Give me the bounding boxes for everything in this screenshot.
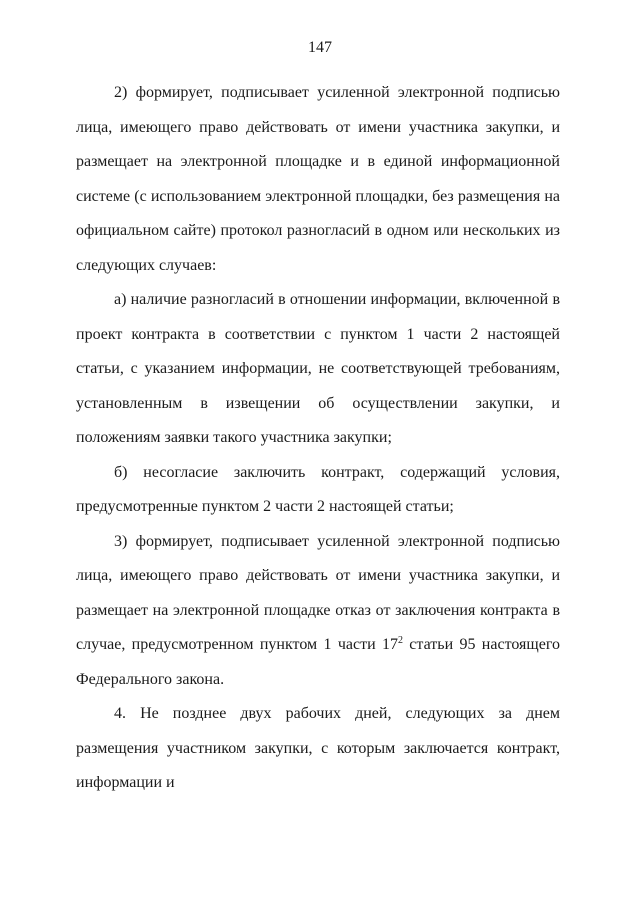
paragraph-subitem-b: б) несогласие заключить контракт, содержащий условия, предусмотренные пунктом 2 части 2 настоящей статьи; xyxy=(76,463,560,515)
paragraph-item-3-text-before: 3) формирует, подписывает усиленной электронной подписью лица, имеющего право действовать от имени участника закупки, и размещает на электронной площадке отказ от заключения контракта в случае, предусмотренном пунктом 1 части 17 xyxy=(76,532,560,653)
document-body xyxy=(76,76,560,801)
paragraph-item-3 xyxy=(76,525,560,698)
paragraph-item-2: 2) формирует, подписывает усиленной электронной подписью лица, имеющего право действовать от имени участника закупки, и размещает на электронной площадке и в единой информационной системе (с использованием электронной площадки, без размещения на официальном сайте) протокол разногласий в одном или нескольких из следующих случаев: xyxy=(76,84,560,274)
paragraph-section-4: 4. Не позднее двух рабочих дней, следующих за днем размещения участником закупки, с которым заключается контракт, информации и xyxy=(76,705,560,791)
paragraph-subitem-a: а) наличие разногласий в отношении информации, включенной в проект контракта в соответствии с пунктом 1 части 2 настоящей статьи, с указанием информации, не соответствующей требованиям, установленным в извещении об осуществлении закупки, и положениям заявки такого участника закупки; xyxy=(76,291,560,446)
paragraph-item-3-text-after: статьи 95 настоящего Федерального закона. xyxy=(76,636,560,688)
paragraph-item-3-superscript: 2 xyxy=(397,635,403,646)
page-number: 147 xyxy=(308,39,332,56)
